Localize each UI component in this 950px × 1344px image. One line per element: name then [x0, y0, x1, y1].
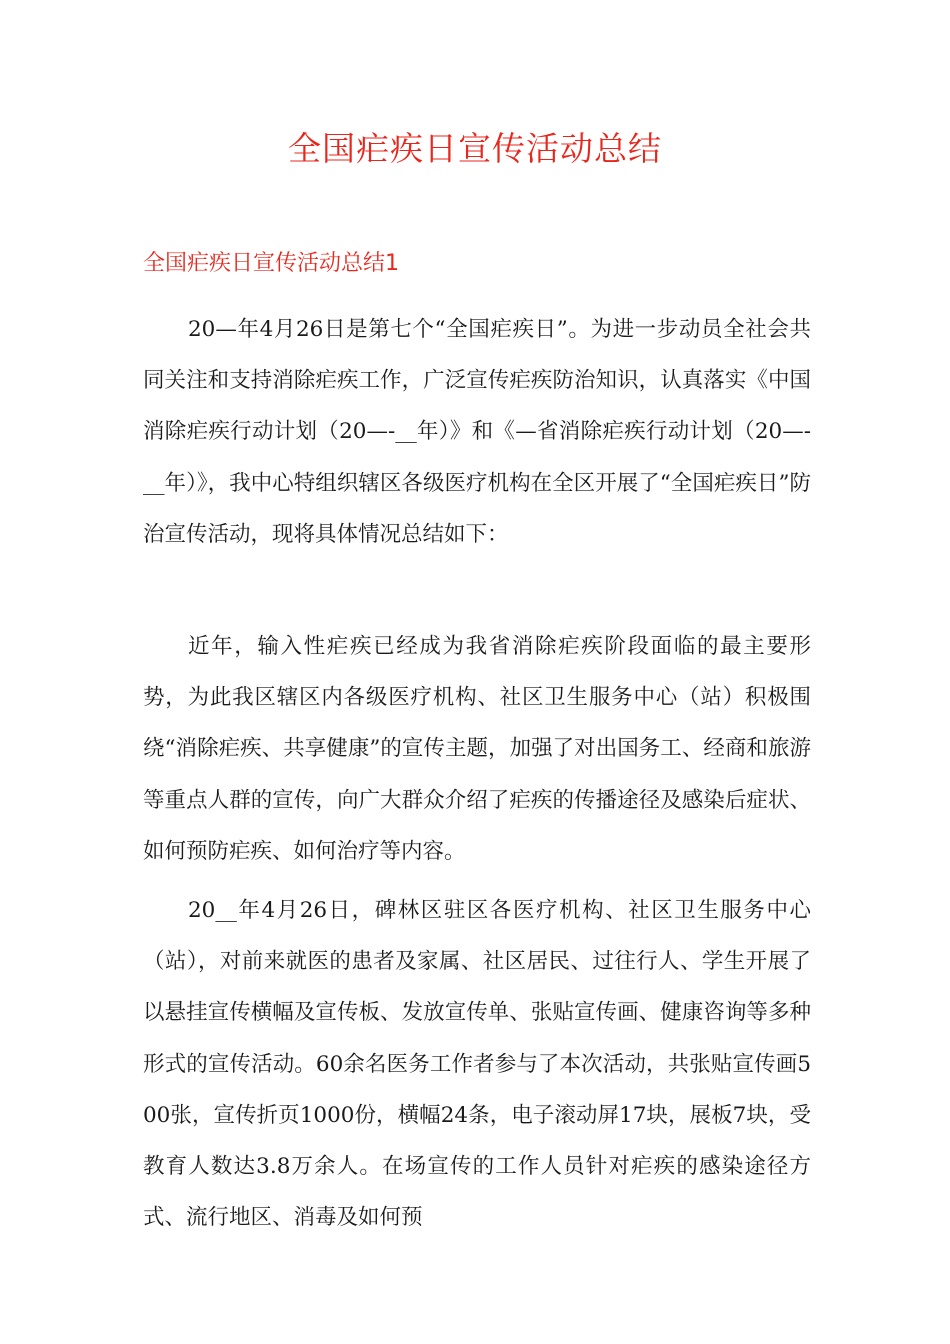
- section-heading: 全国疟疾日宣传活动总结1: [143, 251, 399, 276]
- paragraph-2: 近年，输入性疟疾已经成为我省消除疟疾阶段面临的最主要形势，为此我区辖区内各级医疗机构、社区卫生服务中心（站）积极围绕“消除疟疾、共享健康”的宣传主题，加强了对出国务工、经商和旅游等重点人群的宣传，向广大群众介绍了疟疾的传播途径及感染后症状、如何预防疟疾、如何治疗等内容。: [143, 634, 811, 864]
- paragraph-3: 20__年4月26日，碑林区驻区各医疗机构、社区卫生服务中心（站），对前来就医的患者及家属、社区居民、过往行人、学生开展了以悬挂宣传横幅及宣传板、发放宣传单、张贴宣传画、健康咨询等多种形式的宣传活动。60余名医务工作者参与了本次活动，共张贴宣传画500张，宣传折页1000份，横幅24条，电子滚动屏17块，展板7块，受教育人数达3.8万余人。在场宣传的工作人员针对疟疾的感染途径方式、流行地区、消毒及如何预: [143, 898, 811, 1231]
- document-title: 全国疟疾日宣传活动总结: [288, 129, 662, 168]
- paragraph-1: 20—年4月26日是第七个“全国疟疾日”。为进一步动员全社会共同关注和支持消除疟疾工作，广泛宣传疟疾防治知识，认真落实《中国消除疟疾行动计划（20—-__年）》和《—省消除疟疾行动计划（20—-__年）》，我中心特组织辖区各级医疗机构在全区开展了“全国疟疾日”防治宣传活动，现将具体情况总结如下：: [143, 317, 811, 547]
